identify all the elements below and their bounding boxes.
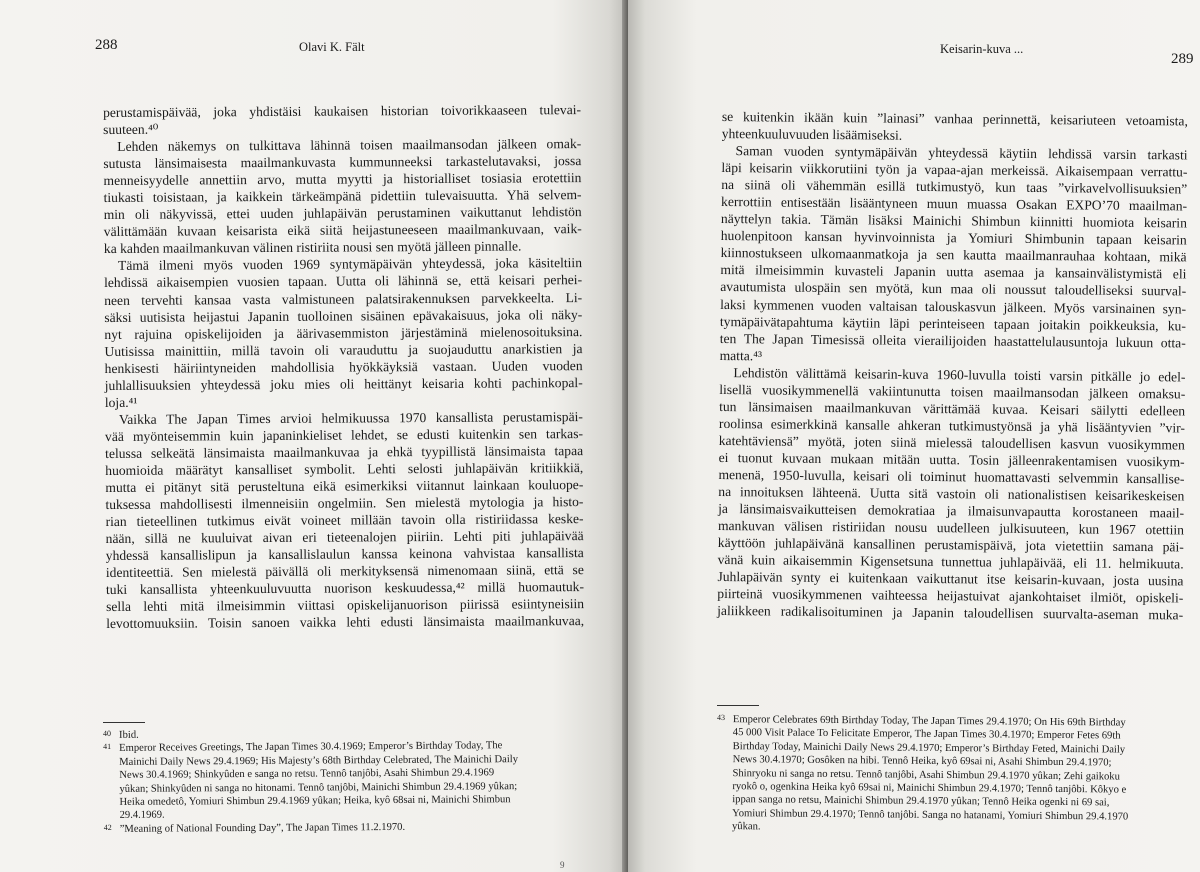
text-line: Uutisissa mainittiin, millä tavoin oli varauduttu ja suojauduttu anarkistien ja — [104, 340, 583, 359]
text-line: neen tervehti kansaa vasta valmistuneen palatsirakennuksen parvekkeelta. Li- — [104, 289, 583, 308]
text-line: välittämään kuvaan keisarista eikä siitä heijastuneeseen maailmankuvaan, vaik- — [103, 221, 582, 240]
text-line: läpi keisarin viikkorutiini työn ja vapaa-ajan merkeissä. Aikaisempaan verrattu- — [721, 160, 1188, 180]
text-line: Tämä ilmeni myös vuoden 1969 syntymäpäivän yhteydessä, joka käsiteltiin — [117, 255, 583, 274]
left-footer-mark: 9 — [560, 860, 565, 870]
text-line: tuksessa mahdollisesti ilmenneisiin ongelmiin. Sen mielestä mytologia ja histo- — [105, 494, 584, 513]
text-line: piirteinä vuosikymmenen vaihteessa heijastuivat ajankohtaiset ilmiöt, opiskeli- — [717, 586, 1184, 606]
text-line: tiukasti toisistaan, ja kaikkein tärkeämpänä pidettiin tulevaisuutta. Yhä selvem- — [103, 187, 582, 206]
text-line: jaliikkeen radikalisoituminen ja Japanin taloudellisen suurvalta-aseman muka- — [717, 603, 1184, 623]
footnote-line: Heika omedetô, Yomiuri Shimbun 29.4.1969 yûkan; Heika, kyô 68sai ni, Mainichi Shimbun — [119, 794, 511, 808]
text-line: tuki kansallista yhteenkuuluvuutta nuorison keskuudessa,⁴² millä huomautuk- — [105, 579, 585, 598]
footnote-number: 41 — [103, 742, 112, 752]
text-line: matta.⁴³ — [719, 347, 763, 364]
text-line: rian tieteellinen tutkimus eivät voineet millään tavoin olla ristiriidassa keske- — [105, 511, 584, 530]
text-line: nään, sillä ne kuuluivat aivan eri tieteenalojen piiriin. Lehti piti juhlapäivää — [105, 528, 584, 547]
text-line: säksi uutisista heijastui Japanin tuolloinen sisäinen epävakaisuus, joka oli näky- — [104, 306, 583, 325]
text-line: levottomuuksiin. Toisin sanoen vaikka lehti edusti länsimaista maailmankuvaa, — [106, 613, 585, 632]
footnote-number: 40 — [103, 728, 112, 738]
text-line: näyttelyn takia. Tämän lisäksi Mainichi Shimbun kiinnitti huomiota keisarin — [720, 211, 1187, 231]
footnote-line: Shinryoku ni sanga no retsu. Tennô tanjôbi, Asahi Shimbun 29.4.1970 yûkan; Zehi gaikoku — [732, 767, 1120, 783]
text-line: se kuitenkin ikään kuin ”lainasi” vanhaa perinnettä, keisariuteen vetoamista, — [721, 108, 1188, 129]
right-page-number: 289 — [1171, 51, 1194, 67]
text-line: mutta ei pitänyt sitä perusteltuna eikä esimerkiksi viitannut lainkaan kouluope- — [105, 477, 584, 496]
footnote-line: ippan sanga no retsu, Mainichi Shimbun 29.4.1970 yûkan; Tennô Heika ogenki ni 69 sai, — [732, 794, 1110, 809]
footnote-line: Ibid. — [119, 729, 139, 741]
text-line: ka kahden maailmankuvan välinen ristiriita nousi sen myötä jälleen pinnalle. — [103, 238, 522, 257]
text-line: identiteettiä. Sen mielestä päivällä oli merkityksensä nimenomaan siinä, että se — [105, 562, 584, 581]
text-line: kerrottiin entisestään lisääntyneen muun muassa Osakan EXPO’70 maailman- — [721, 194, 1188, 214]
text-line: ja länsimaisvaikutteisen demokratiaa ja ilmaisunvapautta korostaneen maail- — [718, 501, 1185, 521]
footnote-number: 42 — [103, 822, 112, 832]
footnote-line: 29.4.1969. — [119, 810, 165, 822]
footnote-line: yûkan; Shinkyûden ni sanga no hitonami. Tennô tanjôbi, Mainichi Shimbun 29.4.1969 yûkan; — [119, 780, 518, 795]
text-line: kiinnostukseen ulkomaanmatkoja ja sen kautta maailmanrauhaa kohtaan, mikä — [720, 245, 1187, 265]
left-body-text — [103, 101, 584, 632]
text-line: vänä kuin aikaisemmin Kigensetsuna tunnettua juhlapäivää, eli 11. helmikuuta. — [717, 552, 1184, 572]
text-line: huomioida määrätyt kansalliset symbolit. Lehti selosti juhlapäivän kritiikkiä, — [105, 460, 584, 478]
text-line: min oli näkyvissä, ettei uuden juhlapäivän perustaminen vaikuttanut lehdistön — [103, 204, 582, 223]
text-line: suuteen.⁴⁰ — [103, 121, 159, 138]
text-line: ei tuonut kuvaan mukaan mitään uutta. Tosin jälleenrakentamisen vuosikym- — [718, 449, 1185, 470]
text-line: na innoituksen lähteenä. Uutta sitä vastoin oli nationalistisen keisarikeskeisen — [718, 484, 1185, 504]
text-line: roolinsa esimerkkinä kansalle ahkeran tutkimustyönsä ja yhä lisääntyvien ”vir- — [718, 415, 1186, 436]
footnote-line: Emperor Receives Greetings, The Japan Times 30.4.1969; Emperor’s Birthday Today, The — [119, 740, 503, 755]
text-line: ten The Japan Timesissä olleita vierailijoiden haastattelulausuntoja lukuun otta- — [719, 330, 1186, 351]
footnote-line: Mainichi Daily News 29.4.1969; His Majesty’s 68th Birthday Celebrated, The Mainichi Daily — [119, 753, 519, 768]
text-line: henkisesti häiriintyneiden mahdollisia hyökkäyksiä vastaan. Uuden vuoden — [104, 357, 583, 376]
text-line: perustamispäivää, joka yhdistäisi kaukaisen historian toivorikkaaseen tulevai- — [103, 102, 582, 120]
footnote-line: Birthday Today, Mainichi Daily News 29.4.1970; Emperor’s Birthday Feted, Mainichi Daily — [732, 740, 1126, 756]
footnote-line: ”Meaning of National Founding Day”, The Japan Times 11.2.1970. — [119, 821, 406, 835]
text-line: tymäpäivätapahtuma käytiin läpi perinteiseen tapaan joitakin poikkeuksia, ku- — [719, 313, 1187, 334]
right-footnotes — [716, 713, 1187, 838]
text-line: mitä ilmeisimmin kuvasteli Japanin uutta asemaa ja kansainvälistymistä eli — [720, 262, 1187, 282]
text-line: Saman vuoden syntymäpäivän yhteydessä käytiin lehdissä varsin tarkasti — [735, 143, 1188, 163]
right-body-text — [717, 108, 1188, 624]
footnote — [716, 713, 1187, 838]
text-line: na siinä oli vähemmän esillä tutkimustyö, kun taas ”virkavelvollisuuksien” — [721, 177, 1188, 197]
text-line: Vaikka The Japan Times arvioi helmikuussa 1970 kansallista perustamispäi- — [118, 408, 583, 427]
right-footnote-rule — [717, 705, 759, 706]
text-line: telussa selkeätä länsimaista maailmankuvaa ja ehkä tyypillistä länsimaista tapaa — [105, 443, 584, 461]
text-line: nyt rajuina opiskelijoiden ja äärivasemmiston järjestäminä mielenosoituksina. — [104, 323, 583, 342]
footnote-number: 43 — [716, 713, 725, 723]
left-running-head: Olavi K. Fält — [299, 40, 365, 54]
footnote-line: 45 000 Visit Palace To Felicitate Emperor, The Japan Times 30.4.1970; Emperor Fetes 69th — [732, 727, 1121, 742]
text-line: yhteenkuuluvuuden lisäämiseksi. — [721, 126, 903, 143]
footnote-line: Yomiuri Shimbun 29.4.1970; Tennô tanjôbi. Sanga no hatanami, Yomiuri Shimbun 29.4.1970 — [732, 807, 1129, 823]
text-line: juhlallisuuksien yhteydessä joku mies oli heittänyt keisaria kohti pachinkopal- — [104, 374, 583, 393]
text-line: Lehden näkemys on tulkittava lähinnä toisen maailmansodan jälkeen omak- — [117, 136, 582, 155]
text-line: katehtäviensä” myötä, joten siinä mielessä taloudellisen kasvun vuosikymmen — [718, 432, 1185, 453]
footnote-line: News 30.4.1970; Gosôken na hibi. Tennô Heika, kyô 69sai ni, Asahi Shimbun 29.4.1970; — [732, 754, 1112, 769]
text-line: Juhlapäivän synty ei kuitenkaan vaikuttanut itse keisarin-kuvaan, josta uusina — [717, 569, 1184, 589]
text-line: lehdissä aikaisempien vuosien tapaan. Uutta oli lähinnä se, että keisari perhei- — [104, 272, 583, 291]
left-page-number: 288 — [95, 37, 118, 53]
text-line: laksi kymmenen vuoden valtaisan talouskasvun jälkeen. Myös varsinainen syn- — [720, 296, 1187, 316]
text-line: avautumista ulospäin sen myötä, kun maa oli noussut taloudelliseksi suurval- — [720, 279, 1187, 299]
text-line: käyttöön juhlapäivänä kansallinen perustamispäivä, jota vietettiin samana päi- — [717, 535, 1184, 555]
left-footnote-rule — [103, 722, 145, 723]
footnote-line: ryokô o, ogenkina Heika kyô 69sai ni, Mainichi Shimbun 29.4.1970; Tennô tanjôbi. Kôkyo e — [732, 781, 1127, 796]
text-line: Lehdistön välittämä keisarin-kuva 1960-luvulla toisti varsin pitkälle jo edel- — [733, 364, 1186, 385]
text-line: yhdessä kansallislipun ja kansallislaulun kanssa keinona vahvistaa kansallista — [105, 545, 584, 564]
text-line: huolenpitoon kansan hyvinvoinnista ja Yomiuri Shimbunin tapaan keisarin — [720, 228, 1187, 248]
text-line: menneisyydelle annettiin arvo, mutta myytti ja historialliset tosiasia erotettiin — [103, 170, 582, 189]
text-line: loja.⁴¹ — [104, 394, 138, 410]
footnote-line: yûkan. — [731, 821, 761, 833]
text-line: tun länsimaisen maailmankuvan värittämää kuvaa. Keisari säilytti edelleen — [719, 398, 1186, 419]
text-line: mankuvan välisen ristiriidan nousu uudelleen julkisuuteen, kun 1967 otettiin — [717, 518, 1185, 538]
text-line: sutusta länsimaisesta maailmankuvasta kummunneeksi tarkastelutavaksi, jossa — [103, 153, 582, 172]
footnote-line: News 30.4.1969; Shinkyûden e sanga no retsu. Tennô tanjôbi, Asahi Shimbun 29.4.1969 — [119, 767, 495, 782]
text-line: lisellä vuosikymmenellä vakiintunutta toisen maailmansodan jälkeen omaksu- — [719, 381, 1186, 402]
right-running-head: Keisarin-kuva ... — [940, 42, 1024, 56]
text-line: sella lehti mitä ilmeisimmin viittasi opiskelijanuorison piirissä esiintyneisiin — [106, 596, 585, 615]
text-line: vää myönteisemmin kuin japaninkieliset lehdet, se edusti kuitenkin sen tarkas- — [104, 425, 584, 444]
left-footnotes — [103, 726, 584, 837]
footnote — [103, 739, 584, 823]
text-line: menenä, 1950-luvulla, keisari oli toiminut huomattavasti selvemmin kansallise- — [718, 466, 1185, 487]
footnote-line: Emperor Celebrates 69th Birthday Today, The Japan Times 29.4.1970; On His 69th Birthday — [732, 714, 1126, 729]
